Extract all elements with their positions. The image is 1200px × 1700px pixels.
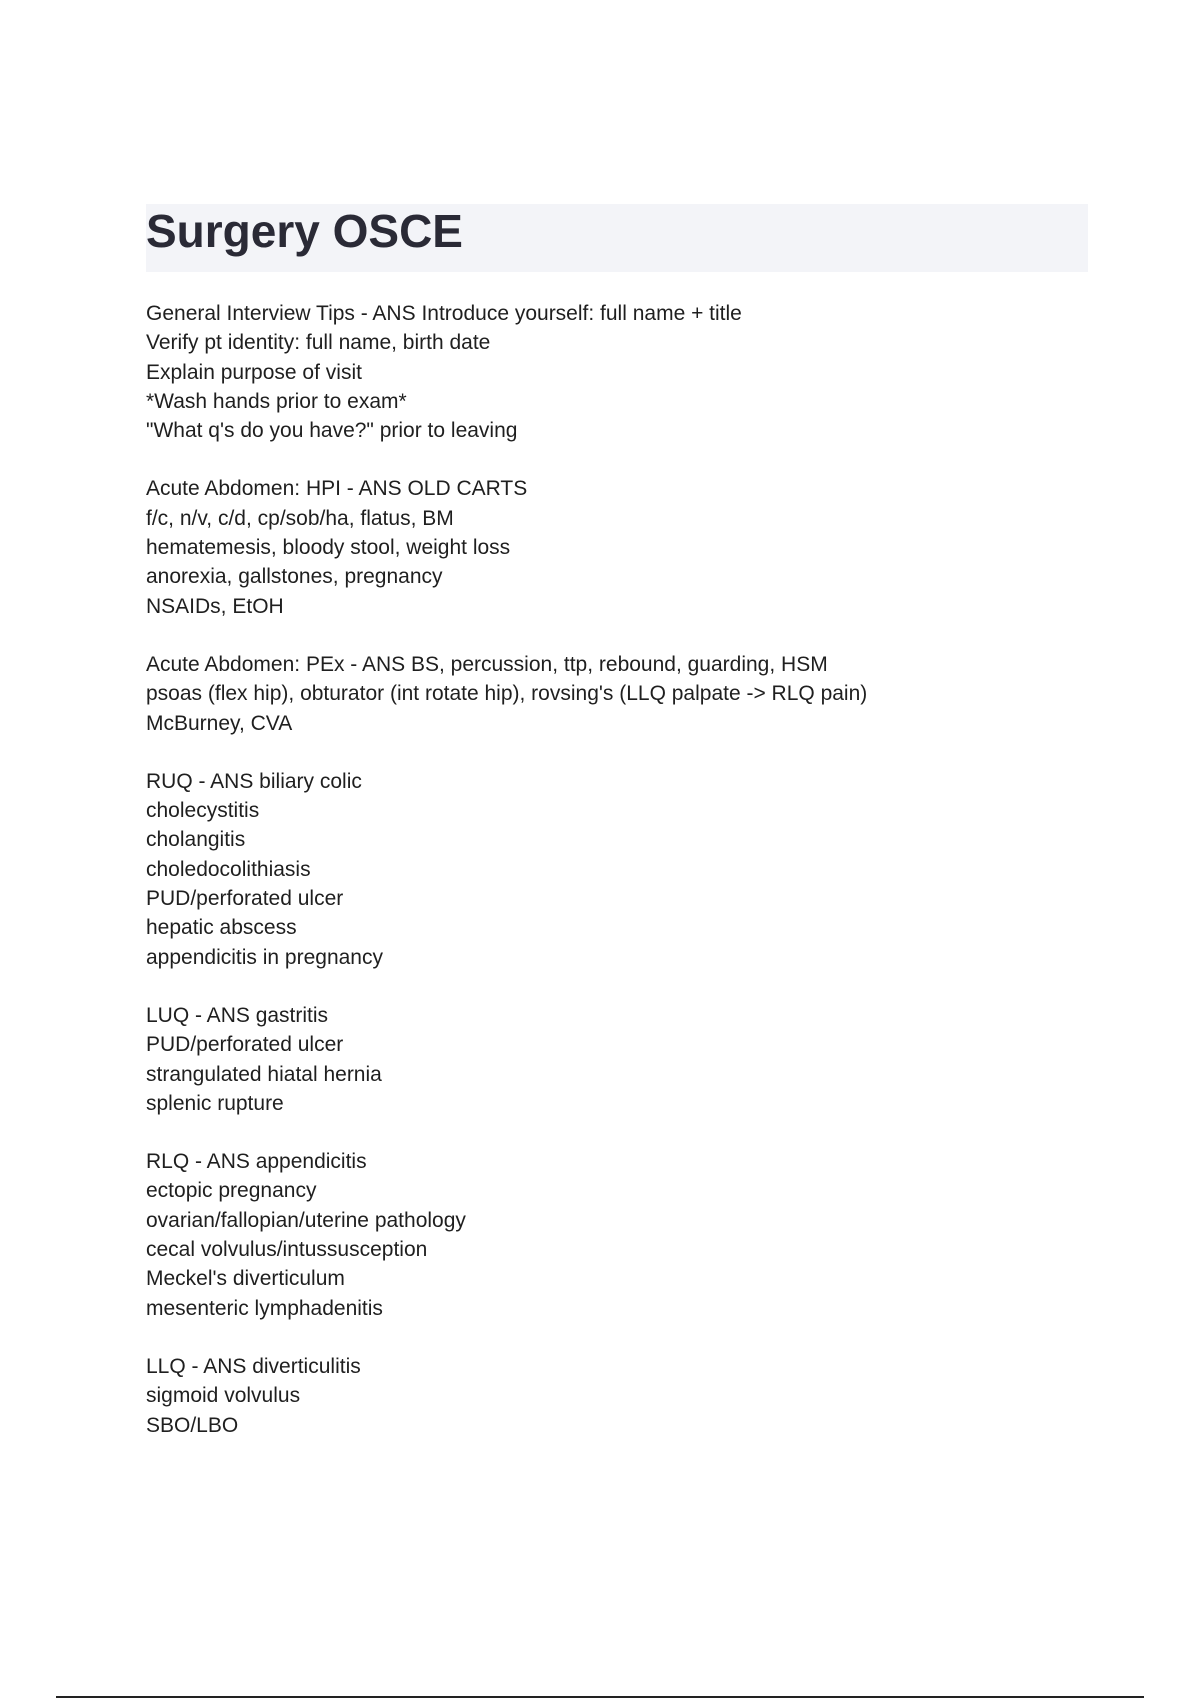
note-line: strangulated hiatal hernia <box>146 1062 382 1086</box>
document-body <box>146 299 1086 1469</box>
note-line: cholecystitis <box>146 799 260 823</box>
title-banner <box>146 204 1088 272</box>
note-section <box>146 650 1086 738</box>
note-line: choledocolithiasis <box>146 857 311 881</box>
section-heading-line: Acute Abdomen: HPI - ANS OLD CARTS <box>146 477 528 501</box>
note-line: Explain purpose of visit <box>146 360 362 384</box>
note-section <box>146 1147 1086 1323</box>
note-section <box>146 767 1086 972</box>
note-line: hepatic abscess <box>146 916 297 940</box>
note-line: PUD/perforated ulcer <box>146 1033 344 1057</box>
note-line: *Wash hands prior to exam* <box>146 389 407 413</box>
note-line: f/c, n/v, c/d, cp/sob/ha, flatus, BM <box>146 506 454 530</box>
note-section <box>146 1352 1086 1440</box>
note-line: cholangitis <box>146 828 246 852</box>
note-line: appendicitis in pregnancy <box>146 945 383 969</box>
section-heading-line: General Interview Tips - ANS Introduce yourself: full name + title <box>146 302 742 325</box>
note-line: psoas (flex hip), obturator (int rotate hip), rovsing's (LLQ palpate -> RLQ pain) <box>146 682 868 706</box>
note-section <box>146 1001 1086 1118</box>
note-line: splenic rupture <box>146 1091 284 1115</box>
note-line: anorexia, gallstones, pregnancy <box>146 565 443 589</box>
section-heading-line: RLQ - ANS appendicitis <box>146 1150 367 1174</box>
page-title: Surgery OSCE <box>146 205 463 257</box>
section-heading-line: RUQ - ANS biliary colic <box>146 769 362 793</box>
note-line: Meckel's diverticulum <box>146 1267 345 1291</box>
note-line: NSAIDs, EtOH <box>146 594 284 618</box>
note-line: ovarian/fallopian/uterine pathology <box>146 1208 466 1232</box>
section-heading-line: Acute Abdomen: PEx - ANS BS, percussion, ttp, rebound, guarding, HSM <box>146 652 828 676</box>
note-section <box>146 299 1086 445</box>
note-line: McBurney, CVA <box>146 711 293 735</box>
note-line: PUD/perforated ulcer <box>146 887 344 911</box>
note-section <box>146 474 1086 620</box>
note-line: "What q's do you have?" prior to leaving <box>146 419 518 443</box>
section-heading-line: LLQ - ANS diverticulitis <box>146 1354 361 1378</box>
note-line: ectopic pregnancy <box>146 1179 317 1203</box>
note-line: mesenteric lymphadenitis <box>146 1296 383 1320</box>
section-heading-line: LUQ - ANS gastritis <box>146 1003 329 1027</box>
note-line: cecal volvulus/intussusception <box>146 1238 428 1262</box>
note-line: SBO/LBO <box>146 1413 239 1437</box>
note-line: Verify pt identity: full name, birth date <box>146 331 491 355</box>
note-line: sigmoid volvulus <box>146 1384 301 1408</box>
footer-divider <box>56 1696 1144 1698</box>
note-line: hematemesis, bloody stool, weight loss <box>146 536 511 560</box>
